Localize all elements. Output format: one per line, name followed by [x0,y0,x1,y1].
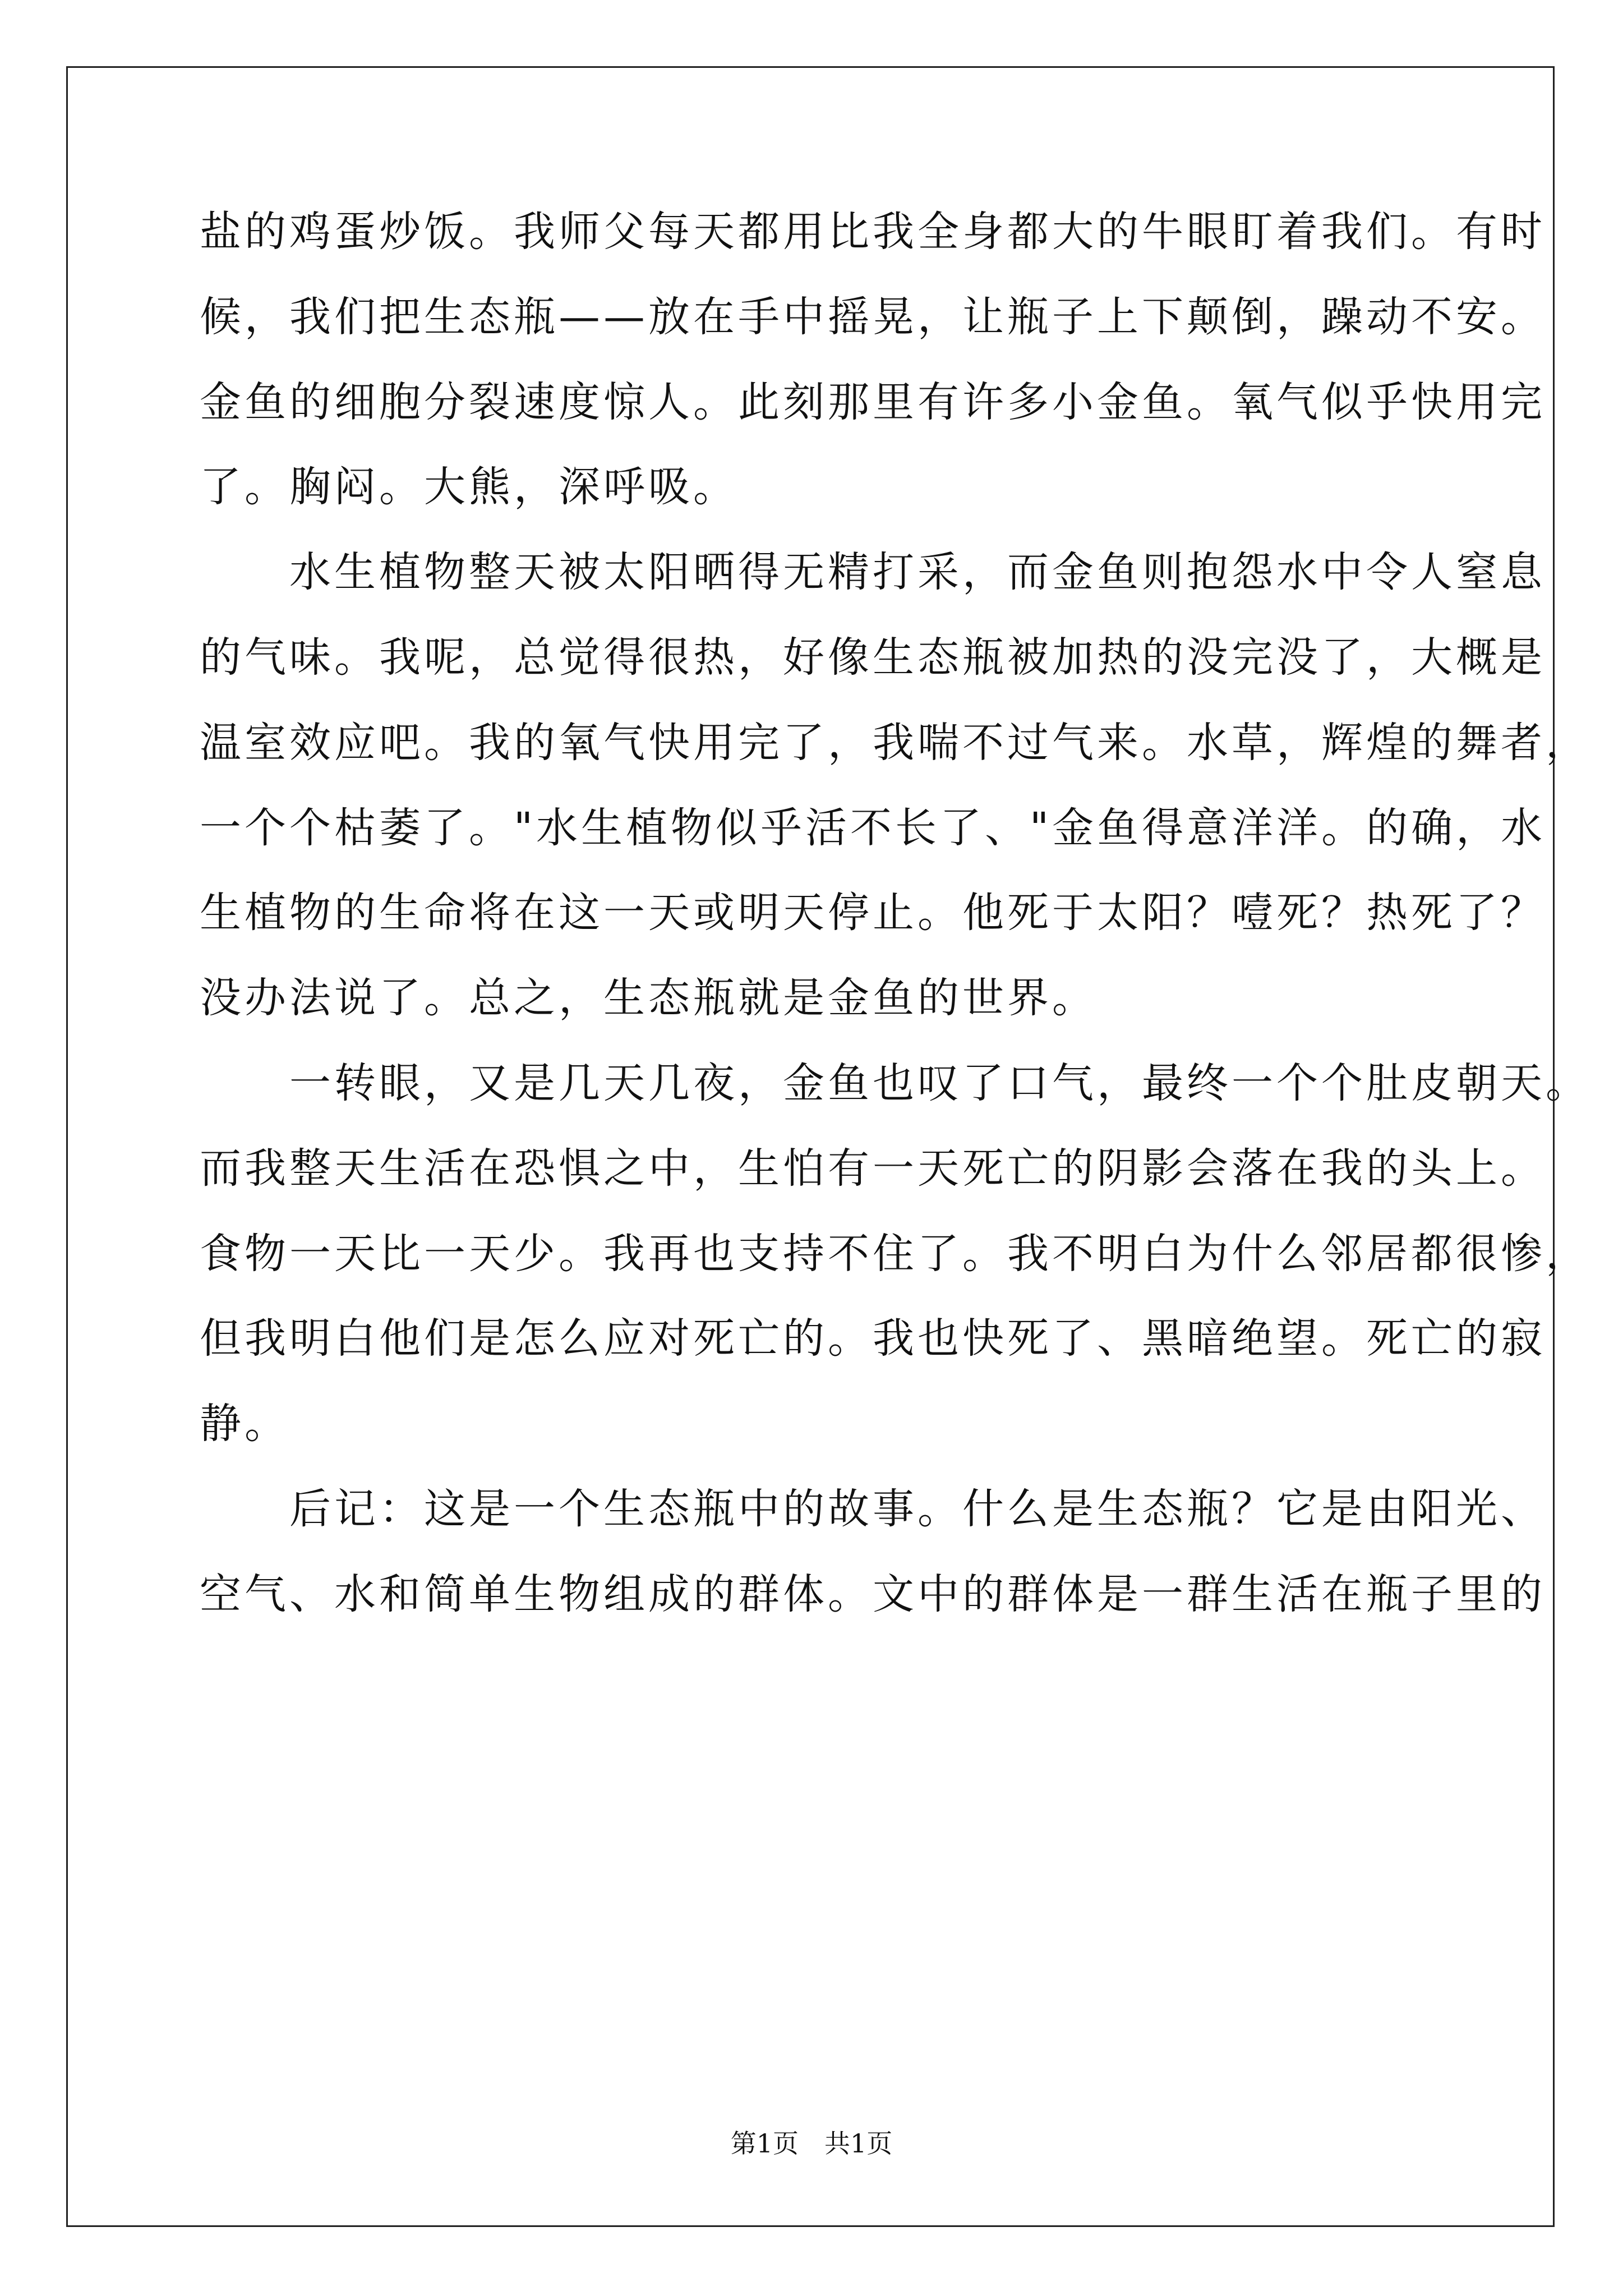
page-number-footer: 第1页 共1页 [730,2128,893,2159]
text-line: 水生植物整天被太阳晒得无精打采，而金鱼则抱怨水中令人窒息 [200,548,1546,596]
text-line: 没办法说了。总之，生态瓶就是金鱼的世界。 [200,974,1097,1022]
text-line: 候，我们把生态瓶——放在手中摇晃，让瓶子上下颠倒，躁动不安。 [200,293,1546,341]
text-line: 温室效应吧。我的氧气快用完了，我喘不过气来。水草，辉煌的舞者， [200,719,1590,767]
text-line: 一转眼，又是几天几夜，金鱼也叹了口气，最终一个个肚皮朝天。 [200,1059,1590,1107]
text-line: 了。胸闷。大熊，深呼吸。 [200,463,738,511]
text-line: 盐的鸡蛋炒饭。我师父每天都用比我全身都大的牛眼盯着我们。有时 [200,208,1546,256]
text-line: 而我整天生活在恐惧之中，生怕有一天死亡的阴影会落在我的头上。 [200,1144,1546,1193]
text-line: 生植物的生命将在这一天或明天停止。他死于太阳？噎死？热死了？ [200,889,1546,937]
text-line: 金鱼的细胞分裂速度惊人。此刻那里有许多小金鱼。氧气似乎快用完 [200,378,1546,426]
text-line: 静。 [200,1400,289,1448]
text-line: 空气、水和简单生物组成的群体。文中的群体是一群生活在瓶子里的 [200,1570,1546,1618]
text-line: 一个个枯萎了。"水生植物似乎活不长了、"金鱼得意洋洋。的确，水 [200,804,1546,852]
text-line: 食物一天比一天少。我再也支持不住了。我不明白为什么邻居都很惨， [200,1230,1590,1278]
text-line: 的气味。我呢，总觉得很热，好像生态瓶被加热的没完没了，大概是 [200,633,1546,682]
text-line: 但我明白他们是怎么应对死亡的。我也快死了、黑暗绝望。死亡的寂 [200,1314,1546,1363]
text-line: 后记：这是一个生态瓶中的故事。什么是生态瓶？它是由阳光、 [200,1485,1546,1533]
